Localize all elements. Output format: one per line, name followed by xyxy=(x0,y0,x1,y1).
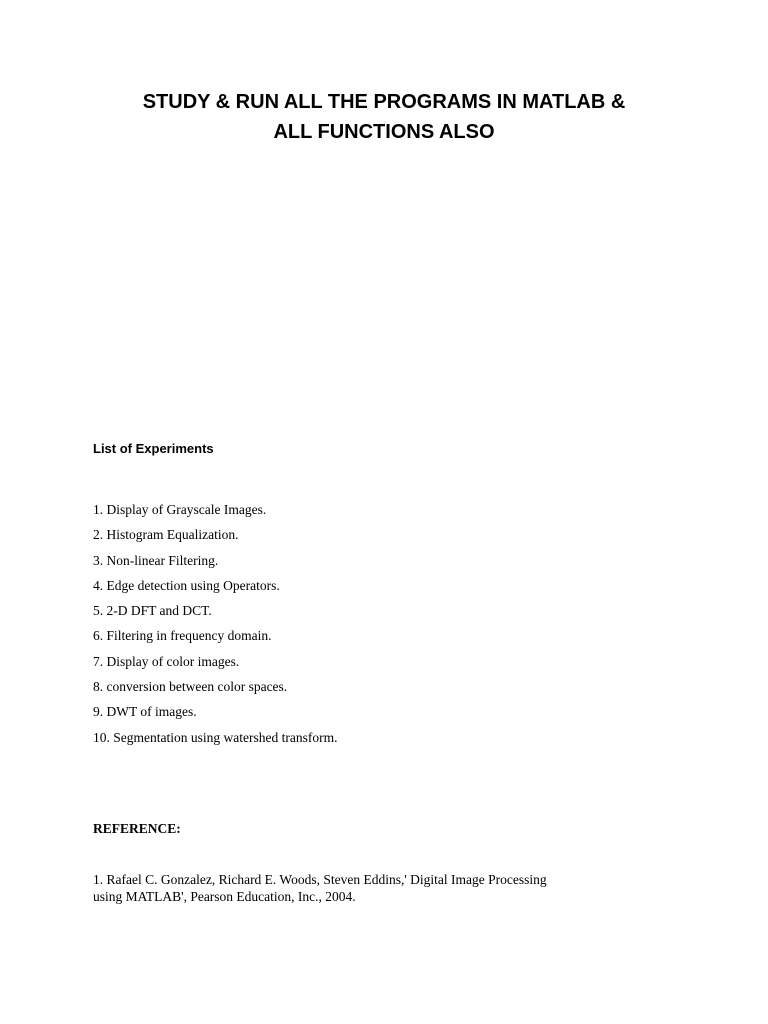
page-title-line-1: STUDY & RUN ALL THE PROGRAMS IN MATLAB & xyxy=(142,91,626,113)
reference-item-line-2: using MATLAB', Pearson Education, Inc., 2004. xyxy=(93,889,356,904)
experiment-item: 10. Segmentation using watershed transform. xyxy=(93,729,338,745)
page-title xyxy=(60,87,708,147)
experiments-heading: List of Experiments xyxy=(93,441,214,456)
experiment-item: 6. Filtering in frequency domain. xyxy=(93,628,272,644)
experiment-item: 9. DWT of images. xyxy=(93,704,197,720)
experiment-item: 5. 2-D DFT and DCT. xyxy=(93,603,212,619)
reference-item-line-1: 1. Rafael C. Gonzalez, Richard E. Woods, Steven Eddins,' Digital Image Processing xyxy=(93,872,547,887)
experiment-item: 3. Non-linear Filtering. xyxy=(93,552,219,568)
experiment-item: 7. Display of color images. xyxy=(93,653,240,669)
experiment-item: 8. conversion between color spaces. xyxy=(93,679,288,695)
page-title-line-2: ALL FUNCTIONS ALSO xyxy=(273,121,495,143)
experiments-list xyxy=(93,500,337,753)
experiment-item: 1. Display of Grayscale Images. xyxy=(93,502,267,517)
reference-item xyxy=(93,871,653,905)
reference-heading: REFERENCE: xyxy=(93,821,181,836)
experiment-item: 4. Edge detection using Operators. xyxy=(93,577,280,593)
experiment-item: 2. Histogram Equalization. xyxy=(93,527,239,543)
